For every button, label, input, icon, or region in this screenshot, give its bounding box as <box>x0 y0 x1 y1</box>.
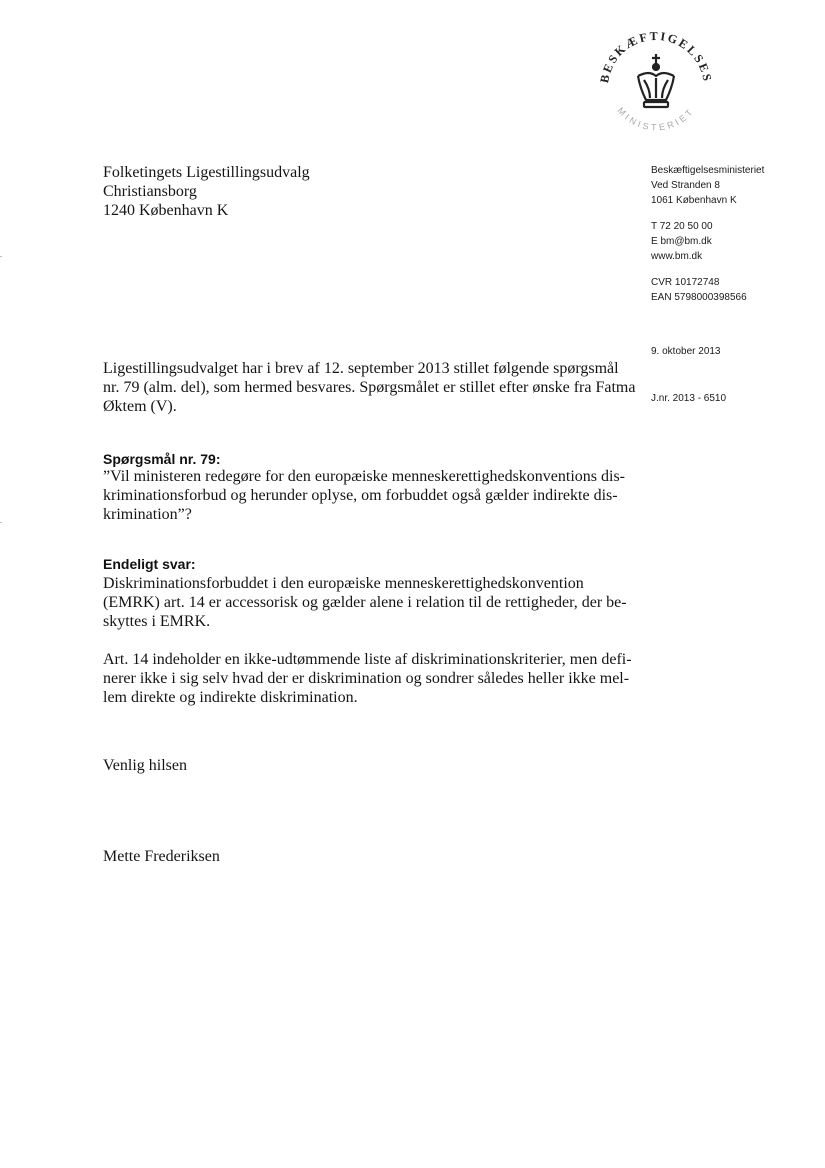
answer-paragraph-1 <box>103 574 627 631</box>
question-heading: Spørgsmål nr. 79: <box>103 451 221 467</box>
question-line: kriminationsforbud og herunder oplyse, om forbuddet også gælder indirekte dis- <box>103 487 618 504</box>
intro-paragraph <box>103 359 635 416</box>
answer-line: Diskriminationsforbuddet i den europæiske menneskerettighedskonvention <box>103 575 584 592</box>
sender-city: 1061 København K <box>651 195 737 206</box>
sender-info <box>651 163 764 305</box>
answer-line: Art. 14 indeholder en ikke-udtømmende liste af diskriminationskriterier, men defi- <box>103 651 632 668</box>
question-line: krimination”? <box>103 506 192 523</box>
recipient-address <box>103 163 310 220</box>
answer-line: skyttes i EMRK. <box>103 613 211 630</box>
closing-greeting: Venlig hilsen <box>103 757 187 774</box>
crown-icon <box>638 54 674 107</box>
logo-bottom-text: MINISTERIET <box>615 105 697 133</box>
journal-number: J.nr. 2013 - 6510 <box>651 393 727 404</box>
sender-web: www.bm.dk <box>651 251 703 262</box>
sender-ean: EAN 5798000398566 <box>651 292 747 303</box>
answer-heading: Endeligt svar: <box>103 556 196 572</box>
question-text <box>103 467 625 524</box>
answer-line: (EMRK) art. 14 er accessorisk og gælder alene i relation til de rettigheder, der be- <box>103 594 627 611</box>
ministry-logo <box>596 26 716 146</box>
sender-email: E bm@bm.dk <box>651 236 712 247</box>
recipient-line: Folketingets Ligestillingsudvalg <box>103 164 310 181</box>
logo-top-text: BESKÆFTIGELSES <box>597 28 715 85</box>
sender-cvr: CVR 10172748 <box>651 277 720 288</box>
sender-phone: T 72 20 50 00 <box>651 221 713 232</box>
question-line: ”Vil ministeren redegøre for den europæiske menneskerettighedskonventions dis- <box>103 468 626 485</box>
recipient-line: Christiansborg <box>103 183 197 200</box>
answer-paragraph-2 <box>103 650 632 707</box>
margin-mark <box>0 256 2 257</box>
margin-mark <box>0 522 2 523</box>
sender-street: Ved Stranden 8 <box>651 180 720 191</box>
signature-name: Mette Frederiksen <box>103 848 220 865</box>
recipient-line: 1240 København K <box>103 202 229 219</box>
sender-name: Beskæftigelsesministeriet <box>651 165 765 176</box>
intro-line: nr. 79 (alm. del), som hermed besvares. Spørgsmålet er stillet efter ønske fra Fatma <box>103 379 636 396</box>
answer-line: nerer ikke i sig selv hvad der er diskrimination og sondrer således heller ikke mel- <box>103 670 630 687</box>
intro-line: Ligestillingsudvalget har i brev af 12. september 2013 stillet følgende spørgsmål <box>103 360 619 377</box>
intro-line: Øktem (V). <box>103 398 177 415</box>
letter-date: 9. oktober 2013 <box>651 346 721 357</box>
answer-line: lem direkte og indirekte diskrimination. <box>103 689 358 706</box>
